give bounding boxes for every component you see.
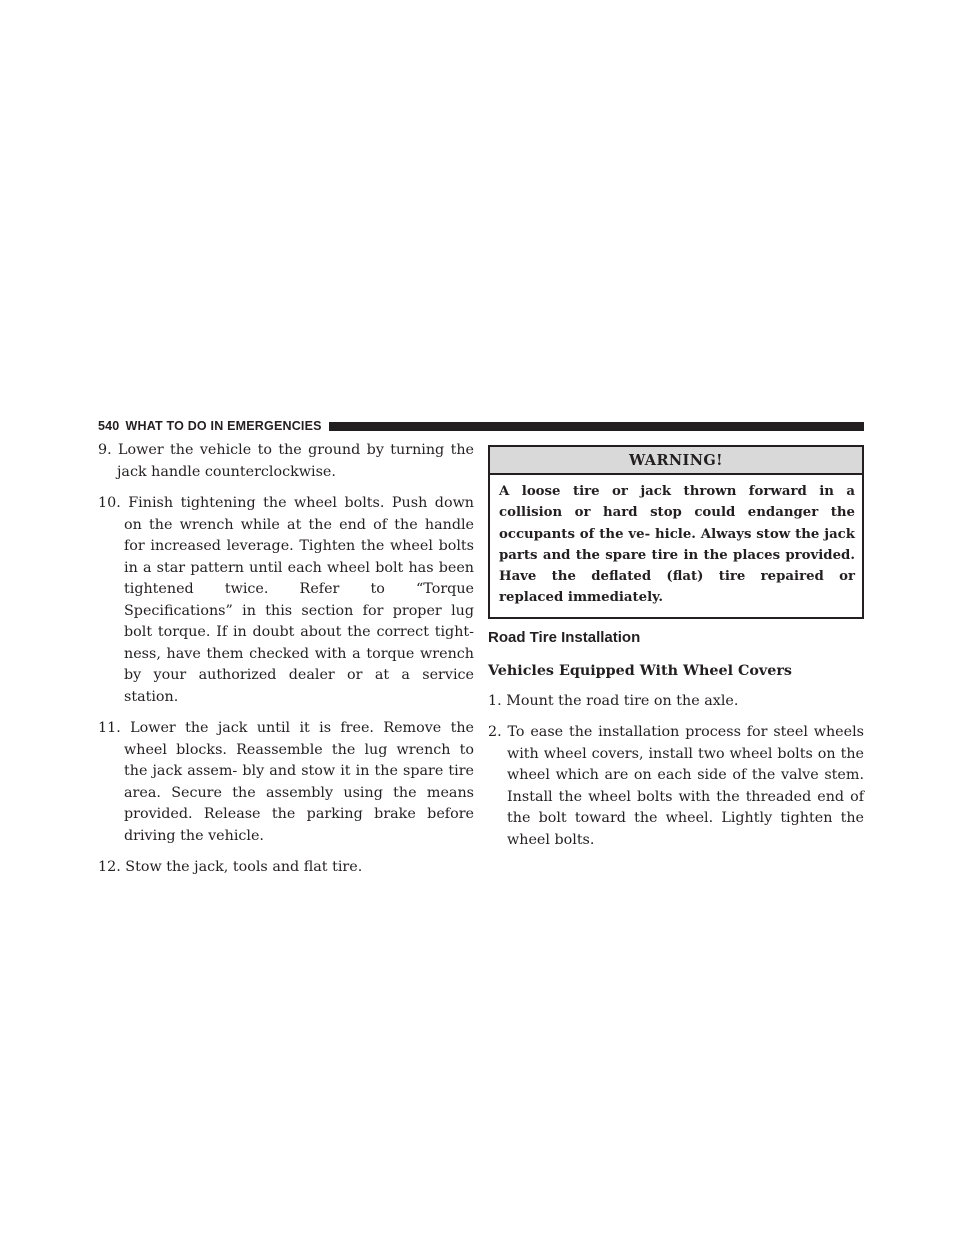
step-item: [98, 440, 474, 483]
sub-heading: Vehicles Equipped With Wheel Covers: [488, 662, 792, 679]
step-number: 1.: [488, 692, 502, 709]
step-number: 12.: [98, 859, 121, 875]
step-text: Lower the vehicle to the ground by turning the jack handle counterclockwise.: [117, 442, 475, 480]
section-title: WHAT TO DO IN EMERGENCIES: [125, 419, 322, 433]
left-step-list: [98, 440, 474, 879]
step-text: Mount the road tire on the axle.: [506, 692, 739, 709]
left-column: [98, 440, 474, 889]
step-number: 9.: [98, 442, 112, 458]
step-number: 11.: [98, 720, 121, 736]
step-number: 2.: [488, 724, 502, 741]
page-header: [98, 418, 864, 434]
warning-text: A loose tire or jack thrown forward in a collision or hard stop could endanger the occupants of the ve- hicle. Always stow the jack parts and the spare tire in the places provided. Have the deflated (flat) tire repaired or replaced immediately.: [499, 484, 855, 606]
section-heading: Road Tire Installation: [488, 628, 641, 646]
step-item: [488, 691, 864, 713]
step-item: [98, 718, 474, 847]
page-number: 540: [98, 419, 120, 433]
step-text: Finish tightening the wheel bolts. Push down on the wrench while at the end of the handle for increased leverage. Tighten the wheel bolts in a star pattern until each wheel bolt has been tightened twice. Refer to “Torque Specifications” in this section for proper lug bolt torque. If in doubt about the correct tight- ness, have them checked with a torque wrench by your authorized dealer or at a service station.: [124, 495, 475, 705]
header-rule: [329, 422, 864, 431]
warning-title: WARNING!: [490, 447, 862, 475]
warning-box: [488, 445, 864, 619]
step-item: [98, 493, 474, 708]
step-text: Lower the jack until it is free. Remove the wheel blocks. Reassemble the lug wrench to the jack assem- bly and stow it in the spare tire area. Secure the assembly using the means provided. Release the parking brake before driving the vehicle.: [124, 720, 475, 844]
step-text: To ease the installation process for steel wheels with wheel covers, install two wheel bolts on the wheel which are on each side of the valve stem. Install the wheel bolts with the threaded end of the bolt toward the wheel. Lightly tighten the wheel bolts.: [507, 724, 864, 848]
step-item: [98, 857, 474, 879]
step-text: Stow the jack, tools and flat tire.: [125, 859, 363, 875]
right-column: [488, 440, 864, 861]
step-item: [488, 722, 864, 851]
step-number: 10.: [98, 495, 121, 511]
right-step-list: [488, 691, 864, 852]
